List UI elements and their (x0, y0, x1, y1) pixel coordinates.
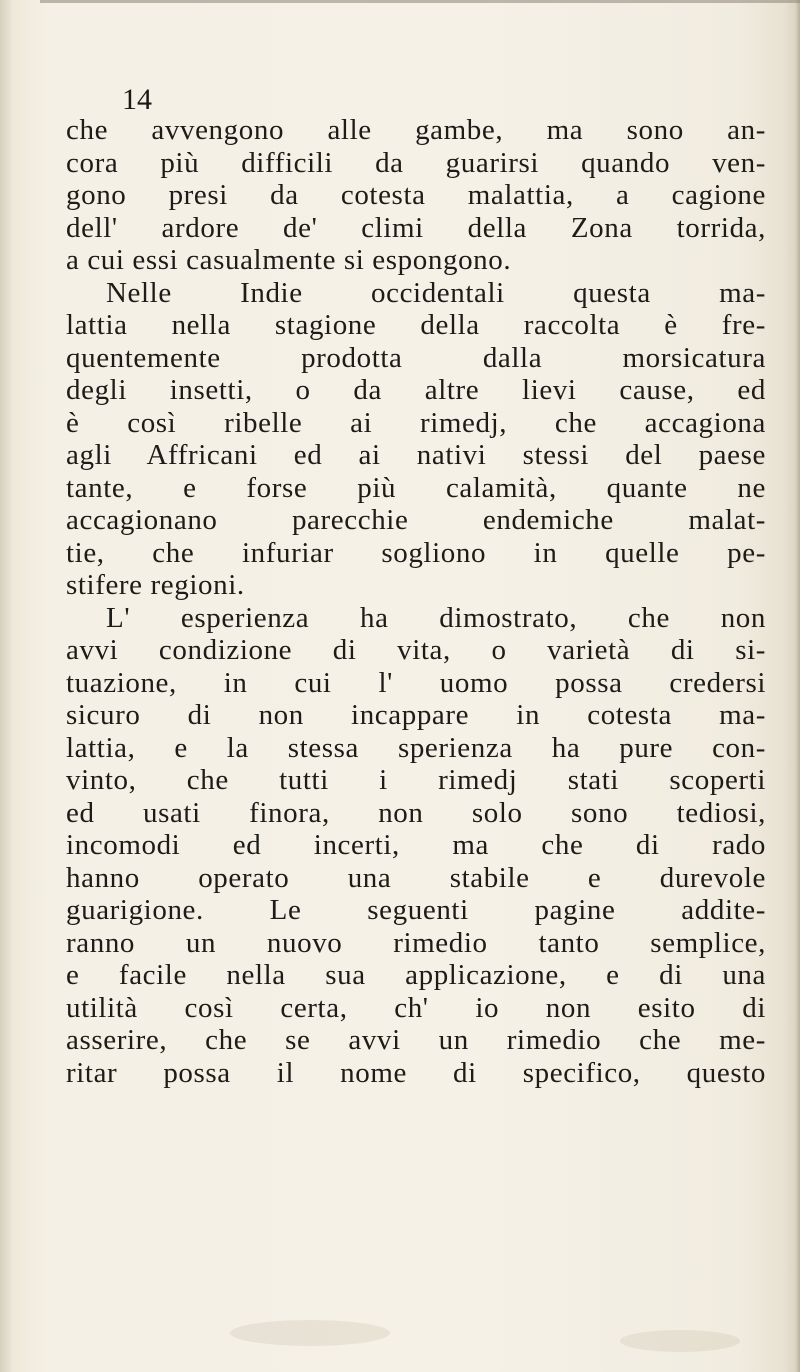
text-line: e facile nella sua applicazione, e di una (66, 959, 766, 991)
text-line: cora più difficili da guarirsi quando ven- (66, 146, 766, 179)
text-line: degli insetti, o da altre lievi cause, ed (66, 374, 766, 406)
paper-stain (620, 1330, 740, 1352)
text-line: sicuro di non incappare in cotesta ma- (66, 699, 766, 731)
text-line: vinto, che tutti i rimedj stati scoperti (66, 764, 766, 796)
page-number: 14 (122, 83, 152, 116)
text-line: è così ribelle ai rimedj, che accagiona (66, 406, 766, 439)
text-line: L' esperienza ha dimostrato, che non (106, 601, 766, 634)
text-line: ritar possa il nome di specifico, questo (66, 1056, 766, 1089)
text-line: ranno un nuovo rimedio tanto semplice, (66, 926, 766, 959)
text-line: a cui essi casualmente si espongono. (66, 244, 512, 276)
page-binding-edge (0, 0, 12, 1372)
text-line: asserire, che se avvi un rimedio che me- (66, 1024, 766, 1056)
text-line: quentemente prodotta dalla morsicatura (66, 341, 766, 374)
page-right-edge (784, 0, 800, 1372)
text-line: agli Affricani ed ai nativi stessi del paese (66, 439, 766, 471)
text-line: che avvengono alle gambe, ma sono an- (66, 114, 766, 146)
page-top-edge (40, 0, 800, 3)
text-line: tuazione, in cui l' uomo possa credersi (66, 666, 766, 699)
text-line: utilità così certa, ch' io non esito di (66, 991, 766, 1024)
text-line: ed usati finora, non solo sono tediosi, (66, 796, 766, 829)
text-line: lattia nella stagione della raccolta è fre- (66, 309, 766, 341)
text-line: Nelle Indie occidentali questa ma- (106, 276, 766, 309)
text-line: avvi condizione di vita, o varietà di si- (66, 634, 766, 666)
text-line: tante, e forse più calamità, quante ne (66, 471, 766, 504)
text-line: hanno operato una stabile e durevole (66, 861, 766, 894)
text-line: stifere regioni. (66, 569, 245, 601)
body-text (66, 114, 766, 1089)
text-line: guarigione. Le seguenti pagine addite- (66, 894, 766, 926)
text-line: incomodi ed incerti, ma che di rado (66, 829, 766, 861)
text-line: gono presi da cotesta malattia, a cagione (66, 179, 766, 211)
text-line: tie, che infuriar sogliono in quelle pe- (66, 536, 766, 569)
text-line: accagionano parecchie endemiche malat- (66, 504, 766, 536)
text-line: lattia, e la stessa sperienza ha pure con- (66, 731, 766, 764)
paper-stain (230, 1320, 390, 1346)
text-line: dell' ardore de' climi della Zona torrida, (66, 211, 766, 244)
